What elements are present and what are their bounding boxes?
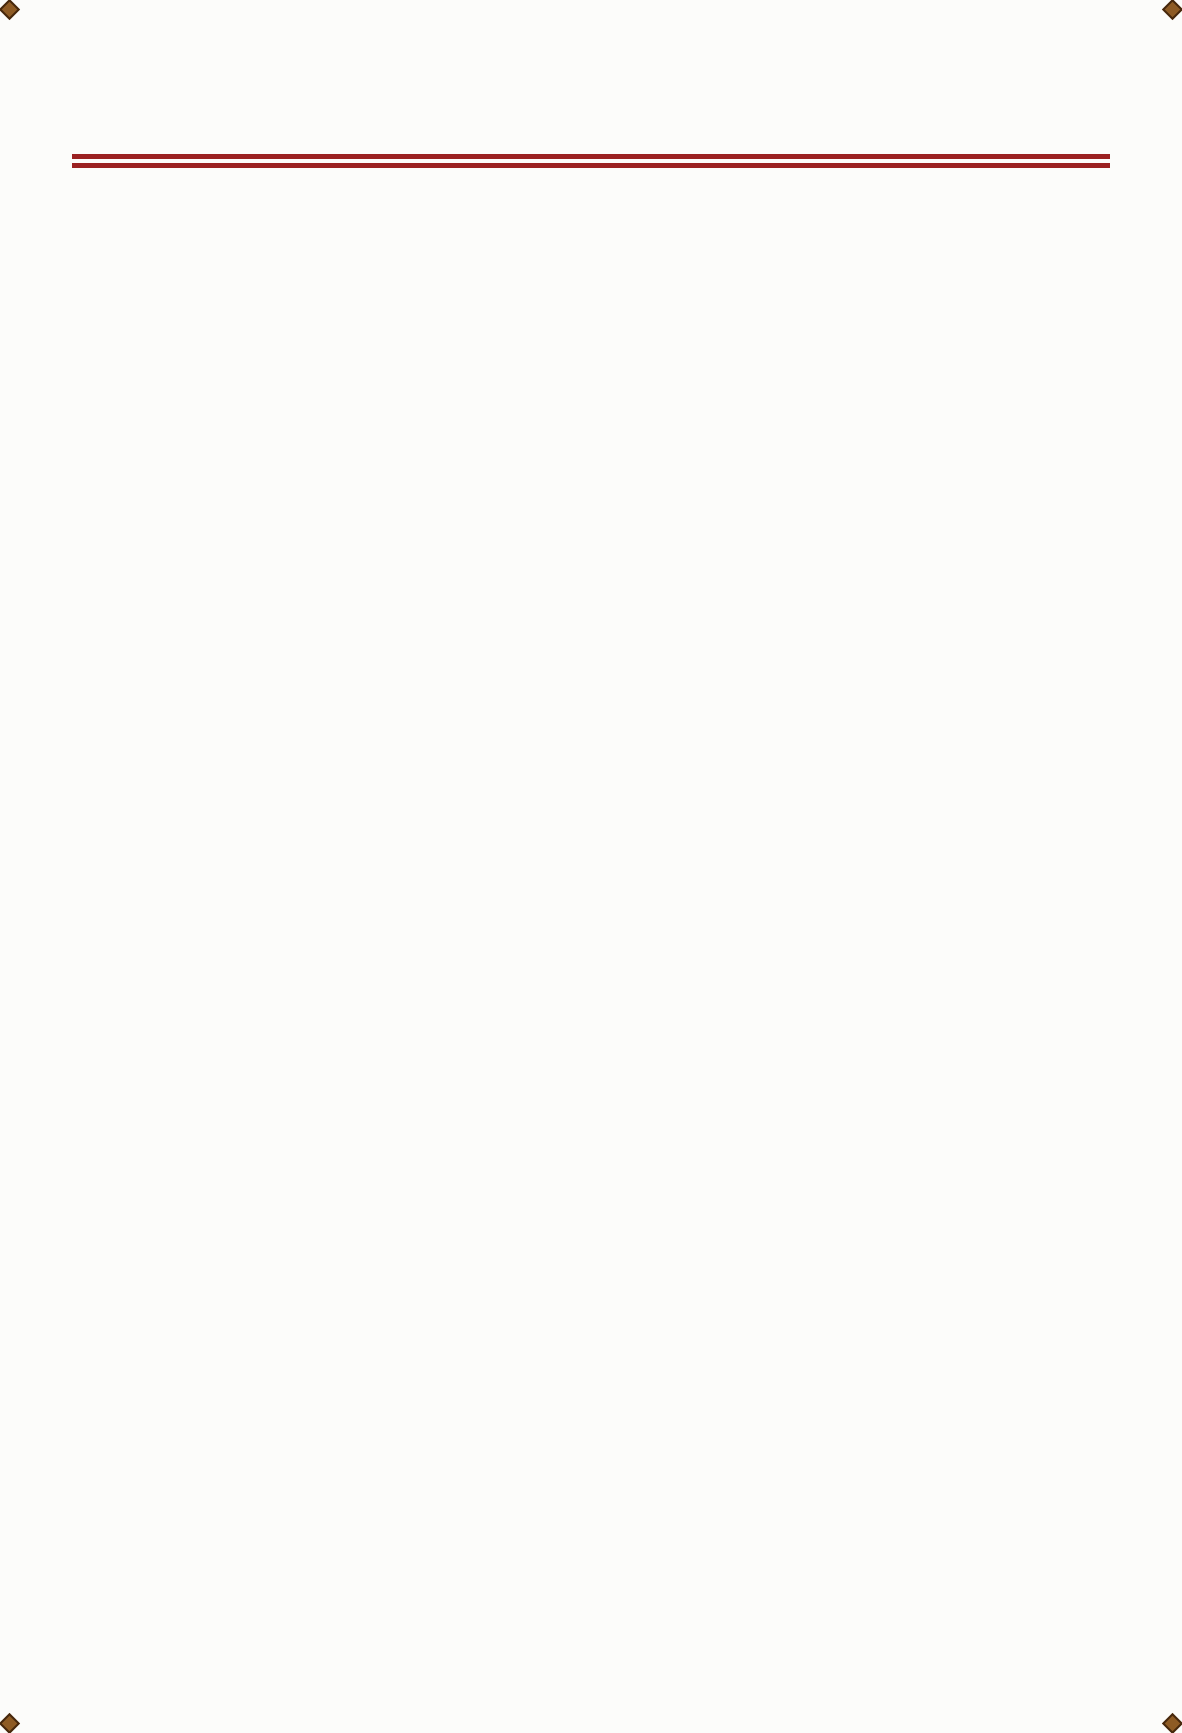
border-corner-ornament bbox=[0, 0, 20, 20]
border-corner-ornament bbox=[1162, 0, 1182, 20]
header-double-rule bbox=[72, 154, 1110, 168]
page-content bbox=[44, 44, 1138, 1689]
border-corner-ornament bbox=[0, 1713, 20, 1733]
border-corner-ornament bbox=[1162, 1713, 1182, 1733]
page-header bbox=[72, 78, 1110, 140]
